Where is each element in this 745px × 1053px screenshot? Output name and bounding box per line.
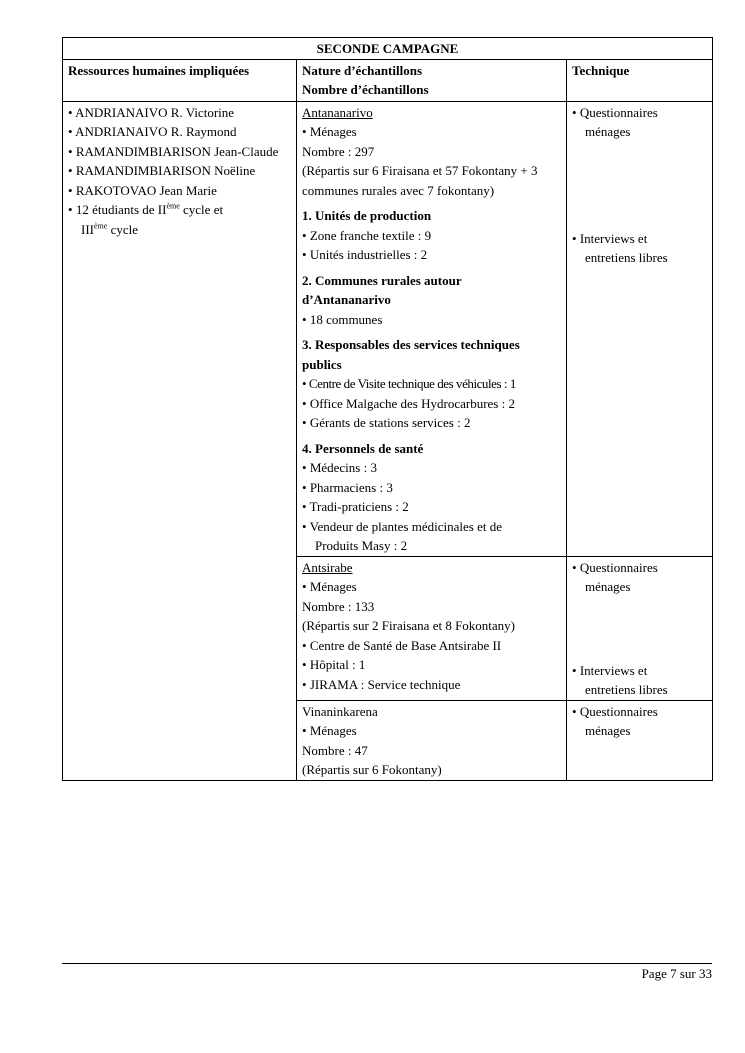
students-line2-post: cycle	[107, 221, 138, 237]
technique-line1: Questionnaires	[579, 104, 658, 120]
section-heading-line1: 2. Communes rurales autour	[302, 272, 462, 288]
technique-item	[572, 558, 707, 597]
nature-cell-antsirabe	[297, 556, 567, 700]
page-number: Page 7 sur 33	[641, 966, 712, 981]
resource-member: • RAMANDIMBIARISON Noëline	[68, 161, 291, 181]
sample-item	[302, 517, 561, 556]
technique-item	[572, 103, 707, 142]
sample-item: • Pharmaciens : 3	[302, 478, 561, 498]
sample-count: Nombre : 297	[302, 143, 375, 159]
sample-item: • Médecins : 3	[302, 458, 561, 478]
row-antananarivo	[63, 101, 713, 556]
resources-cell	[63, 101, 297, 780]
students-superscript: ème	[166, 201, 180, 211]
table-header-row	[63, 59, 713, 101]
col-header-resources: Ressources humaines impliquées	[63, 59, 297, 101]
section-heading: 4. Personnels de santé	[302, 440, 424, 456]
sample-count: Nombre : 47	[302, 742, 368, 758]
sample-item: • Hôpital : 1	[302, 655, 561, 675]
technique-line1: Interviews et	[579, 230, 648, 246]
sample-repartition: (Répartis sur 2 Firaisana et 8 Fokontany)	[302, 618, 516, 633]
sample-item: • JIRAMA : Service technique	[302, 675, 561, 695]
resource-member: • RAKOTOVAO Jean Marie	[68, 181, 291, 201]
sample-item: • Centre de Santé de Base Antsirabe II	[302, 636, 561, 656]
technique-line1: Interviews et	[579, 662, 648, 678]
resource-member: • RAMANDIMBIARISON Jean-Claude	[68, 142, 291, 162]
sample-item: • Ménages	[302, 577, 561, 597]
technique-cell-antananarivo	[567, 101, 713, 556]
section-heading	[302, 271, 561, 310]
technique-cell-vinaninkarena	[567, 700, 713, 780]
col-header-technique: Technique	[567, 59, 713, 101]
sample-item: • Ménages	[302, 721, 561, 741]
technique-line2: ménages	[585, 124, 631, 139]
col-header-nature	[297, 59, 567, 101]
sample-item: • Centre de Visite technique des véhicules : 1	[302, 374, 561, 394]
col-header-nature-line2: Nombre d’échantillons	[302, 82, 429, 97]
sample-item: • Tradi-praticiens : 2	[302, 497, 561, 517]
technique-line1: Questionnaires	[579, 559, 658, 575]
sample-repartition	[302, 161, 561, 200]
technique-line2: entretiens libres	[585, 682, 668, 697]
city-name: Vinaninkarena	[302, 703, 378, 719]
resource-students	[68, 200, 291, 239]
sample-count: Nombre : 133	[302, 598, 375, 614]
sample-item: • Unités industrielles : 2	[302, 245, 561, 265]
sample-repartition: (Répartis sur 6 Fokontany)	[302, 762, 442, 777]
nature-cell-antananarivo	[297, 101, 567, 556]
technique-line2: ménages	[585, 723, 631, 738]
technique-line2: entretiens libres	[585, 250, 668, 265]
section-heading-line1: 3. Responsables des services techniques	[302, 337, 520, 352]
technique-cell-antsirabe	[567, 556, 713, 700]
students-line2-pre: III	[81, 221, 94, 237]
students-superscript: ème	[94, 221, 108, 231]
repartition-line1: (Répartis sur 6 Firaisana et 57 Fokontany + 3	[302, 163, 538, 178]
resource-member: • ANDRIANAIVO R. Victorine	[68, 103, 291, 123]
table-title-row	[63, 38, 713, 60]
sample-item-line1: Vendeur de plantes médicinales et de	[309, 518, 502, 534]
city-name: Antananarivo	[302, 104, 373, 120]
repartition-line2: communes rurales avec 7 fokontany)	[302, 182, 495, 198]
resource-member: • ANDRIANAIVO R. Raymond	[68, 122, 291, 142]
section-heading	[302, 335, 561, 374]
sample-item: • Ménages	[302, 122, 561, 142]
sample-item-line2: Produits Masy : 2	[315, 538, 408, 553]
technique-item	[572, 661, 707, 700]
section-heading-line2: d’Antananarivo	[302, 292, 391, 307]
sample-item: • Gérants de stations services : 2	[302, 413, 561, 433]
students-line1-pre: 12 étudiants de II	[75, 202, 167, 217]
footer-rule	[62, 963, 712, 964]
students-line1-post: cycle et	[179, 202, 224, 217]
sample-item: • Office Malgache des Hydrocarbures : 2	[302, 394, 561, 414]
sample-item: • Zone franche textile : 9	[302, 226, 561, 246]
nature-cell-vinaninkarena	[297, 700, 567, 780]
technique-item	[572, 229, 707, 268]
sample-item: • 18 communes	[302, 310, 561, 330]
col-header-nature-line1: Nature d’échantillons	[302, 62, 423, 78]
section-heading: 1. Unités de production	[302, 208, 432, 223]
campaign-table	[62, 37, 713, 781]
city-name: Antsirabe	[302, 559, 353, 575]
technique-line1: Questionnaires	[579, 703, 658, 719]
section-heading-line2: publics	[302, 356, 342, 372]
technique-line2: ménages	[585, 579, 631, 594]
table-title: SECONDE CAMPAGNE	[63, 38, 713, 60]
technique-item	[572, 702, 707, 741]
